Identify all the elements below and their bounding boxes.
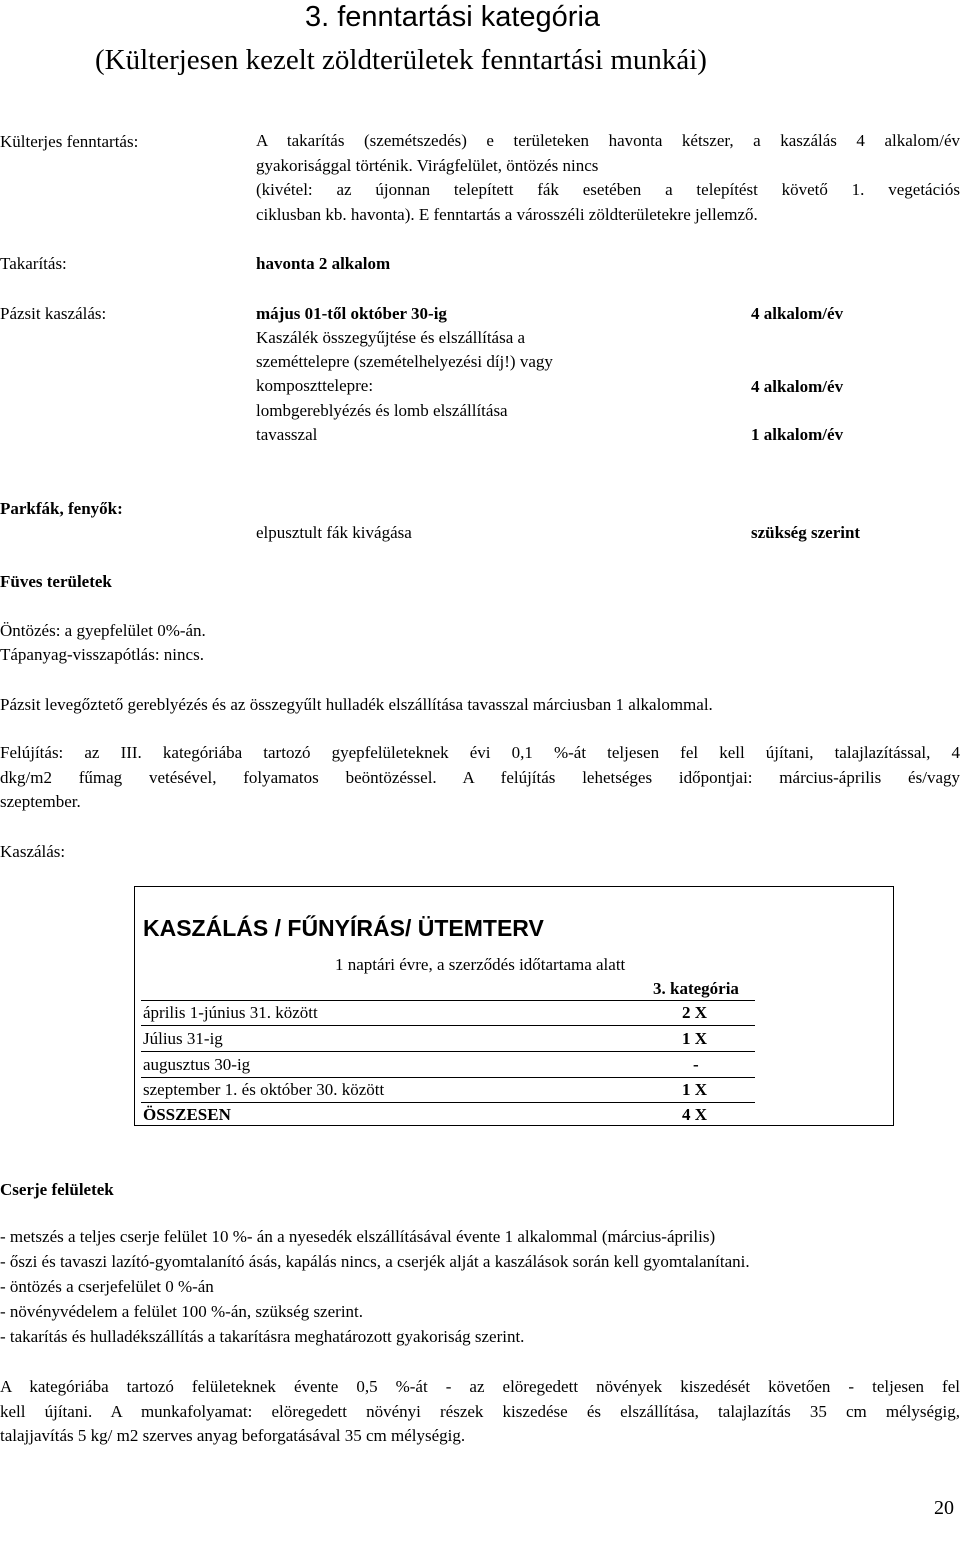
cserje-closing-line: kell újítani. A munkafolyamat: elöregedett növényi részek kiszedése és elszállítása, talajlazítás 35 cm mélységig,: [0, 1401, 960, 1421]
pazsit-period: május 01-től október 30-ig: [256, 304, 447, 323]
parkfak-label: Parkfák, fenyők:: [0, 499, 123, 518]
tapanyag-text: Tápanyag-visszapótlás: nincs.: [0, 645, 204, 664]
schedule-subtitle: 1 naptári évre, a szerződés időtartama alatt: [335, 955, 626, 974]
kaszalas-label: Kaszálás:: [0, 842, 66, 861]
kulterjes-text: [256, 129, 960, 227]
pazsit-freq-2: 4 alkalom/év: [751, 377, 844, 396]
pazsit-line: szeméttelepre (szemételhelyezési díj!) vagy: [256, 352, 553, 371]
schedule-total-value: 4 X: [682, 1105, 708, 1124]
schedule-rule: [141, 1025, 755, 1026]
schedule-row-value: -: [693, 1055, 699, 1074]
pazsit-line: Kaszálék összegyűjtése és elszállítása a: [256, 328, 526, 347]
cserje-closing-text: [0, 1375, 960, 1449]
schedule-column-header: 3. kategória: [653, 979, 739, 998]
schedule-table: [134, 886, 894, 1126]
schedule-row-period: augusztus 30-ig: [143, 1055, 251, 1074]
cserje-item: - öntözés a cserjefelület 0 %-án: [0, 1277, 214, 1296]
page-subtitle: (Külterjesen kezelt zöldterületek fenntartási munkái): [95, 44, 707, 76]
schedule-rule: [141, 1051, 755, 1052]
cserje-item: - takarítás és hulladékszállítás a takarításra meghatározott gyakoriság szerint.: [0, 1327, 525, 1346]
pazsit-line: lombgereblyézés és lomb elszállítása: [256, 401, 508, 420]
felujitas-line: Felújítás: az III. kategóriába tartozó gyepfelületeknek évi 0,1 %-át teljesen fel kell újítani, talajlazítással, 4: [0, 743, 960, 762]
pazsit-gereblyezes-text: Pázsit levegőztető gereblyézés és az összegyűlt hulladék elszállítása tavasszal márciusban 1 alkalommal.: [0, 695, 713, 714]
cserje-item: - növényvédelem a felület 100 %-án, szükség szerint.: [0, 1302, 364, 1321]
schedule-row-period: április 1-június 31. között: [143, 1003, 318, 1022]
pazsit-line: komposzttelepre:: [256, 376, 374, 395]
kulterjes-line: (kivétel: az újonnan telepített fák esetében a telepítést követő 1. vegetációs: [256, 180, 960, 199]
cserje-closing-line: A kategóriába tartozó felületeknek évente 0,5 %-át - az elöregedett növények kiszedését követően - teljesen fel: [0, 1377, 960, 1396]
schedule-row-value: 1 X: [682, 1080, 708, 1099]
pazsit-freq-3: 1 alkalom/év: [751, 425, 844, 444]
fuves-label: Füves területek: [0, 572, 112, 591]
cserje-closing-line: talajjavítás 5 kg/ m2 szerves anyag beforgatásával 35 cm mélységig.: [0, 1426, 466, 1445]
schedule-row-value: 1 X: [682, 1029, 708, 1048]
cserje-item: - őszi és tavaszi lazító-gyomtalanító ásás, kapálás nincs, a cserjék alját a kaszálások során kell gyomtalanítani.: [0, 1252, 750, 1271]
parkfak-freq: szükség szerint: [751, 523, 861, 542]
pazsit-freq-1: 4 alkalom/év: [751, 304, 844, 323]
cserje-item: - metszés a teljes cserje felület 10 %- án a nyesedék elszállításával évente 1 alkalommal (március-április): [0, 1227, 716, 1246]
schedule-title: KASZÁLÁS / FŰNYÍRÁS/ ÜTEMTERV: [143, 915, 544, 941]
schedule-row-value: 2 X: [682, 1003, 708, 1022]
kulterjes-label: Külterjes fenntartás:: [0, 132, 139, 151]
page-number: 20: [934, 1497, 954, 1519]
kulterjes-line: gyakorisággal történik. Virágfelület, öntözés nincs: [256, 155, 599, 175]
kulterjes-line: A takarítás (szemétszedés) e területeken havonta kétszer, a kaszálás 4 alkalom/év: [256, 131, 960, 150]
schedule-rule: [141, 1102, 755, 1103]
felujitas-line: dkg/m2 fűmag vetésével, folyamatos beöntözéssel. A felújítás lehetséges időpontjai: március-április és/vagy: [0, 767, 960, 787]
takaritas-value: havonta 2 alkalom: [256, 254, 391, 273]
ontozes-text: Öntözés: a gyepfelület 0%-án.: [0, 621, 206, 640]
takaritas-label: Takarítás:: [0, 254, 67, 273]
schedule-row-period: Július 31-ig: [143, 1029, 223, 1048]
pazsit-line: tavasszal: [256, 425, 318, 444]
kulterjes-line: ciklusban kb. havonta). E fenntartás a városszéli zöldterületekre jellemző.: [256, 204, 758, 224]
cserje-label: Cserje felületek: [0, 1180, 114, 1199]
page-title: 3. fenntartási kategória: [305, 1, 601, 33]
pazsit-label: Pázsit kaszálás:: [0, 304, 107, 323]
schedule-total-label: ÖSSZESEN: [143, 1105, 231, 1124]
felujitas-line: szeptember.: [0, 792, 81, 811]
parkfak-task: elpusztult fák kivágása: [256, 523, 412, 542]
schedule-row-period: szeptember 1. és október 30. között: [143, 1080, 385, 1099]
felujitas-text: [0, 741, 960, 815]
